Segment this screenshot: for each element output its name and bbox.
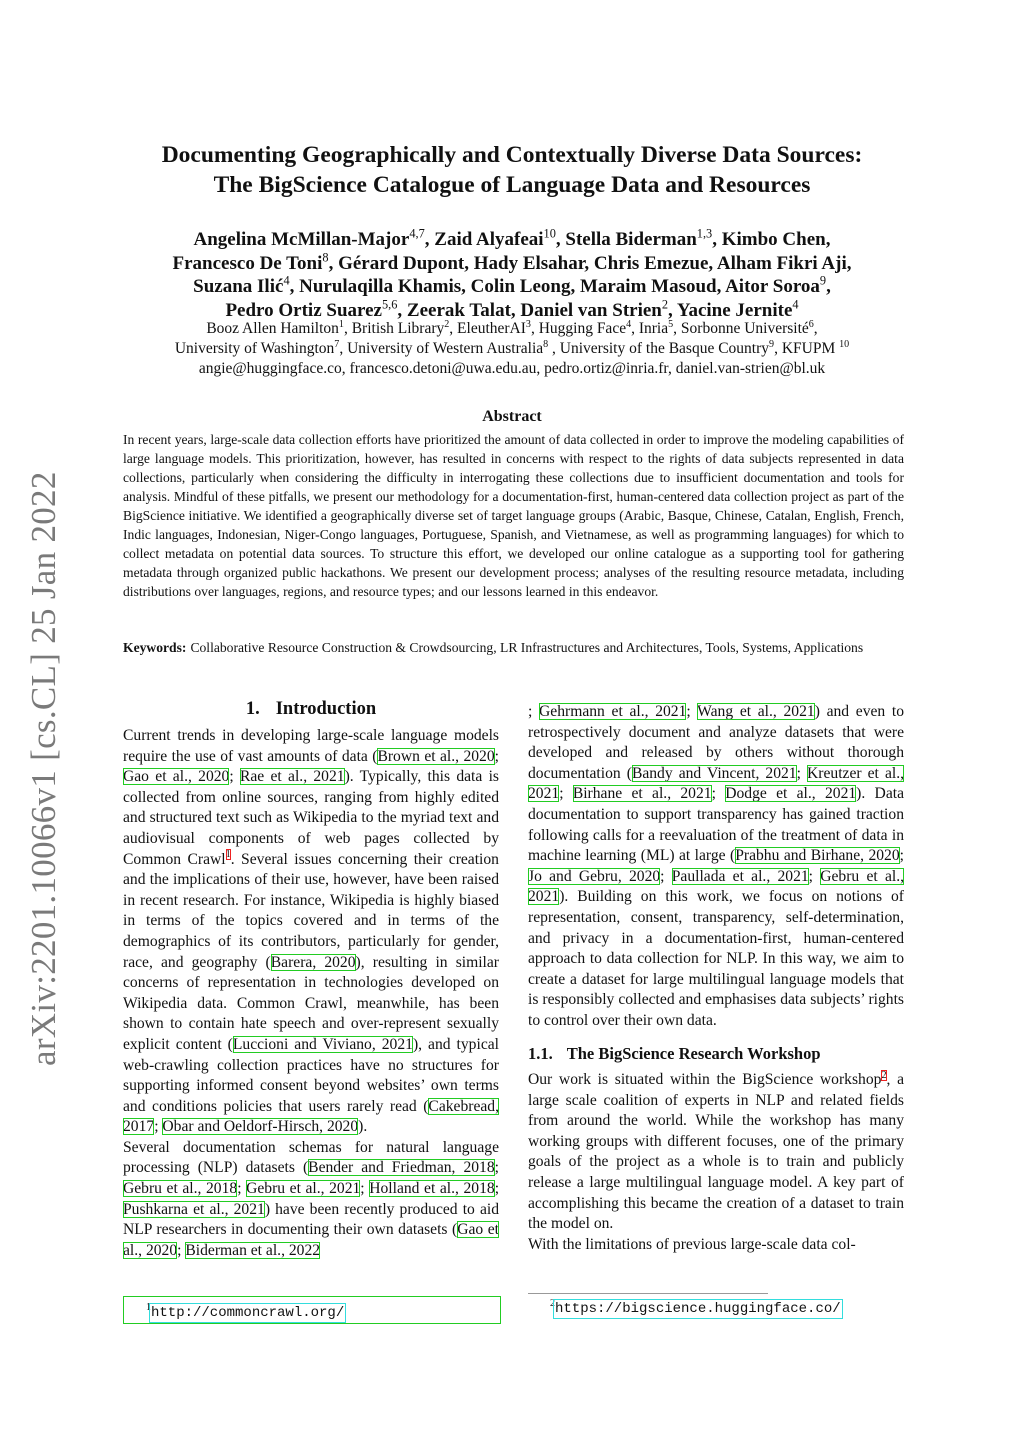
- author: Suzana Ilić: [193, 276, 284, 297]
- abstract-text: In recent years, large-scale data collection efforts have prioritized the amount of data collected in order to improve the modeling capabilities of large language models. This prioritization, however, has resulted in concerns with respect to the rights of data subjects represented in data collections, particularly when considering the difficulty in interrogating these collections due to insufficient documentation and tools for analysis. Mindful of these pitfalls, we present our methodology for a documentation-first, human-centered data collection project as part of the BigScience initiative. We identified a geographically diverse set of target language groups (Arabic, Basque, Chinese, Catalan, English, French, Indic languages, Indonesian, Niger-Congo languages, Portuguese, Spanish, and Vietnamese, as well as programming languages) for which to collect metadata on potential data sources. To structure this effort, we developed our online catalogue as a supporting tool for gathering metadata through organized public hackathons. We present our development process; analyses of the resulting resource metadata, including distributions over languages, regions, and resource types; and our lessons learned in this endeavor.: [123, 432, 904, 599]
- arxiv-identifier: arXiv:2201.10066v1 [cs.CL] 25 Jan 2022: [24, 471, 63, 1066]
- footnote-ref-link[interactable]: 2: [881, 1069, 887, 1081]
- citation-link[interactable]: Gebru et al., 2021: [528, 867, 905, 906]
- affil-mark: 1: [338, 318, 344, 330]
- affiliation: Booz Allen Hamilton: [206, 320, 339, 337]
- affil-mark: 7: [334, 338, 340, 350]
- affil-mark: 9: [819, 273, 827, 288]
- text: ;: [494, 1180, 500, 1198]
- citation-link[interactable]: Jo and Gebru, 2020: [528, 867, 661, 885]
- text: . Several issues concerning their creation and the implications of their use, however, have been raised in recent research. For instance, Wikipedia is highly biased in terms of the topics covered and in terms of the demographics of its contributors, particularly for gender, race, and geography (: [123, 850, 499, 971]
- affil-mark: 4: [792, 297, 799, 312]
- affil-mark: 2: [661, 297, 669, 312]
- footnote-url-link[interactable]: https://bigscience.huggingface.co/: [555, 1300, 841, 1317]
- citation-link[interactable]: Gao et al., 2020: [123, 1221, 499, 1259]
- text: Current trends in developing large-scale language models require the use of vast amounts of data (: [123, 727, 499, 765]
- affil-mark: 9: [769, 338, 775, 350]
- citation-link[interactable]: Bender and Friedman, 2018: [308, 1159, 495, 1177]
- footnote-rule: [528, 1293, 768, 1294]
- left-column: [123, 726, 499, 1261]
- author: ,: [826, 276, 831, 297]
- author-list: [100, 228, 924, 322]
- title-line-2: The BigScience Catalogue of Language Data and Resources: [213, 172, 811, 198]
- text: ;: [229, 768, 240, 786]
- text: ;: [360, 1180, 370, 1198]
- affiliation: , KFUPM: [774, 340, 840, 357]
- affiliation: , University of Western Australia: [339, 340, 544, 357]
- affil-mark: 5,6: [381, 297, 398, 312]
- subsection-heading-workshop: [528, 1044, 904, 1065]
- text: ) and even to retrospectively document and analyze datasets that were developed and released by others without thorough documentation (: [528, 703, 905, 782]
- affil-mark: 10: [543, 226, 556, 241]
- abstract-heading: Abstract: [482, 408, 542, 425]
- citation-link[interactable]: Pushkarna et al., 2021: [123, 1200, 265, 1218]
- affil-mark: 6: [808, 318, 814, 330]
- workshop-paragraph-2: With the limitations of previous large-scale data col-: [528, 1235, 856, 1253]
- affil-mark: 3: [525, 318, 531, 330]
- section-title: Introduction: [275, 699, 377, 719]
- affiliation: , Inria: [631, 320, 669, 337]
- text: ;: [686, 703, 698, 720]
- author-emails: angie@huggingface.co, francesco.detoni@uwa.edu.au, pedro.ortiz@inria.fr, daniel.van-strien@bl.uk: [198, 360, 826, 377]
- citation-link[interactable]: Gao et al., 2020: [123, 768, 230, 786]
- section-number: 1.: [245, 699, 260, 719]
- title-line-1: Documenting Geographically and Contextually Diverse Data Sources:: [161, 142, 863, 168]
- text: ;: [796, 764, 808, 782]
- citation-link[interactable]: Barera, 2020: [270, 953, 356, 971]
- intro-paragraph-2: [123, 1138, 499, 1262]
- subsection-number: 1.1.: [528, 1043, 553, 1063]
- text: ;: [808, 867, 821, 885]
- text: ;: [899, 847, 904, 865]
- footnote-url-link[interactable]: http://commoncrawl.org/: [151, 1304, 345, 1321]
- text: , a large scale coalition of experts in NLP and related fields from around the world. While the workshop has many working groups with different focuses, one of the primary goals of the project as a whole is to train and publicly release a large multilingual language model. A key part of accomplishing this became the creation of a dataset to train the model on.: [528, 1071, 905, 1233]
- citation-link[interactable]: Gebru et al., 2021: [246, 1180, 361, 1198]
- author: Francesco De Toni: [172, 252, 323, 274]
- right-column: [528, 702, 904, 1255]
- text: ), resulting in similar concerns of representation in technologies developed on Wikipedia data. Common Crawl, meanwhile, has been shown to contain hate speech and over-represent sexually explicit content (: [123, 953, 500, 1053]
- footnote-ref-link[interactable]: 1: [225, 849, 231, 861]
- keywords-text: Collaborative Resource Construction & Crowdsourcing, LR Infrastructures and Architectures, Tools, Systems, Applications: [190, 640, 864, 655]
- affil-mark: 2: [444, 318, 450, 330]
- author: , Stella Biderman: [555, 229, 697, 250]
- text: ;: [528, 703, 540, 720]
- text: ;: [711, 785, 726, 803]
- citation-link[interactable]: Cakebread, 2017: [123, 1097, 499, 1136]
- affiliation: University of Washington: [174, 340, 335, 357]
- text: ). Typically, this data is collected from online sources, ranging from highly edited and structured text such as Wikipedia to the myriad text and audiovisual components of web pages collected by Common Crawl: [123, 768, 499, 868]
- citation-link[interactable]: Brown et al., 2020: [377, 747, 495, 765]
- author: Pedro Ortiz Suarez: [225, 299, 382, 321]
- text: ;: [177, 1241, 186, 1259]
- footnote-mark: 2: [550, 1298, 555, 1309]
- text: ;: [494, 1159, 499, 1177]
- author-line-2: [100, 252, 924, 276]
- author: , Kimbo Chen,: [712, 229, 831, 250]
- citation-link[interactable]: Paullada et al., 2021: [671, 867, 809, 885]
- text: Our work is situated within the BigScience workshop: [528, 1071, 882, 1089]
- citation-link[interactable]: Holland et al., 2018: [369, 1180, 495, 1198]
- citation-link[interactable]: Wang et al., 2021: [697, 703, 815, 720]
- citation-link[interactable]: Gehrmann et al., 2021: [539, 703, 687, 720]
- author-line-1: [100, 228, 924, 252]
- author: , Yacine Jernite: [668, 299, 793, 321]
- affiliations: [100, 319, 924, 379]
- affiliation: , EleutherAI: [449, 320, 526, 337]
- affil-mark: 8: [322, 250, 329, 265]
- affil-mark: 4: [283, 273, 290, 288]
- text: ;: [237, 1180, 247, 1198]
- citation-link[interactable]: Dodge et al., 2021: [725, 785, 857, 803]
- text: ). Building on this work, we focus on notions of representation, consent, transparency, self-determination, and privacy in a documentation-first, human-centered approach to data collection for NLP. In this way, we aim to create a dataset for large multilingual language models that is responsibly collected and emphasises data subjects’ rights to control over their own data.: [528, 888, 904, 1029]
- citation-link[interactable]: Luccioni and Viviano, 2021: [232, 1035, 413, 1053]
- keywords: [123, 638, 904, 657]
- affiliation-line-1: [100, 319, 924, 339]
- affil-mark: 8: [543, 338, 549, 350]
- author: , Zeerak Talat, Daniel van Strien: [397, 299, 662, 321]
- affil-mark: 10: [839, 338, 850, 350]
- citation-link[interactable]: Obar and Oeldorf-Hirsch, 2020: [162, 1118, 359, 1136]
- citation-link[interactable]: Kreutzer et al., 2021: [528, 764, 904, 803]
- subsection-title: The BigScience Research Workshop: [566, 1043, 821, 1063]
- author: Angelina McMillan-Major: [193, 229, 410, 250]
- affil-mark: 5: [668, 318, 674, 330]
- author-line-3: [100, 275, 924, 299]
- keywords-label: Keywords:: [123, 640, 187, 655]
- citation-link[interactable]: Biderman et al., 2022: [185, 1241, 321, 1259]
- citation-link[interactable]: Gebru et al., 2018: [123, 1180, 238, 1198]
- citation-link[interactable]: Rae et al., 2021: [239, 768, 345, 786]
- section-heading-introduction: [123, 699, 499, 720]
- paper-title: [100, 140, 924, 200]
- affiliation: , British Library: [343, 320, 445, 337]
- text: ;: [660, 867, 672, 885]
- footnote-2: [550, 1298, 841, 1317]
- affiliation: , University of the Basque Country: [548, 340, 770, 357]
- text: Several documentation schemas for natural language processing (NLP) datasets (: [123, 1138, 499, 1177]
- text: ). Data documentation to support transparency has gained traction following calls for a reevaluation of the treatment of data in machine learning (ML) at large (: [528, 785, 904, 865]
- intro-paragraph-2-cont: [528, 702, 904, 1032]
- affiliation: , Hugging Face: [530, 320, 627, 337]
- affiliation: ,: [813, 320, 818, 337]
- author: , Zaid Alyafeai: [424, 229, 544, 250]
- footnote-mark: 1: [146, 1302, 151, 1313]
- author: , Nurulaqilla Khamis, Colin Leong, Maraim Masoud, Aitor Soroa: [289, 276, 820, 297]
- text: ), and typical web-crawling collection practices have no structures for supporting informed consent beyond websites’ own terms and conditions policies that users rarely read (: [123, 1035, 499, 1115]
- text: ;: [494, 747, 499, 765]
- affil-mark: 4,7: [409, 226, 425, 241]
- text: ;: [154, 1118, 163, 1136]
- text: ).: [358, 1118, 368, 1136]
- author: , Gérard Dupont, Hady Elsahar, Chris Emezue, Alham Fikri Aji,: [328, 252, 852, 274]
- affil-mark: 4: [626, 318, 632, 330]
- intro-paragraph-1: [123, 726, 499, 1138]
- citation-link[interactable]: Prabhu and Birhane, 2020: [735, 847, 900, 865]
- text: ) have been recently produced to aid NLP researchers in documenting their own datasets (: [123, 1200, 499, 1239]
- affil-mark: 1,3: [696, 226, 713, 241]
- workshop-paragraph-1: [528, 1070, 904, 1235]
- text: ;: [559, 785, 573, 803]
- affiliation-line-2: [100, 339, 924, 359]
- citation-link[interactable]: Birhane et al., 2021: [572, 785, 712, 803]
- affiliation: , Sorbonne Université: [673, 320, 809, 337]
- footnote-1: [146, 1302, 344, 1321]
- citation-link[interactable]: Bandy and Vincent, 2021: [631, 764, 797, 782]
